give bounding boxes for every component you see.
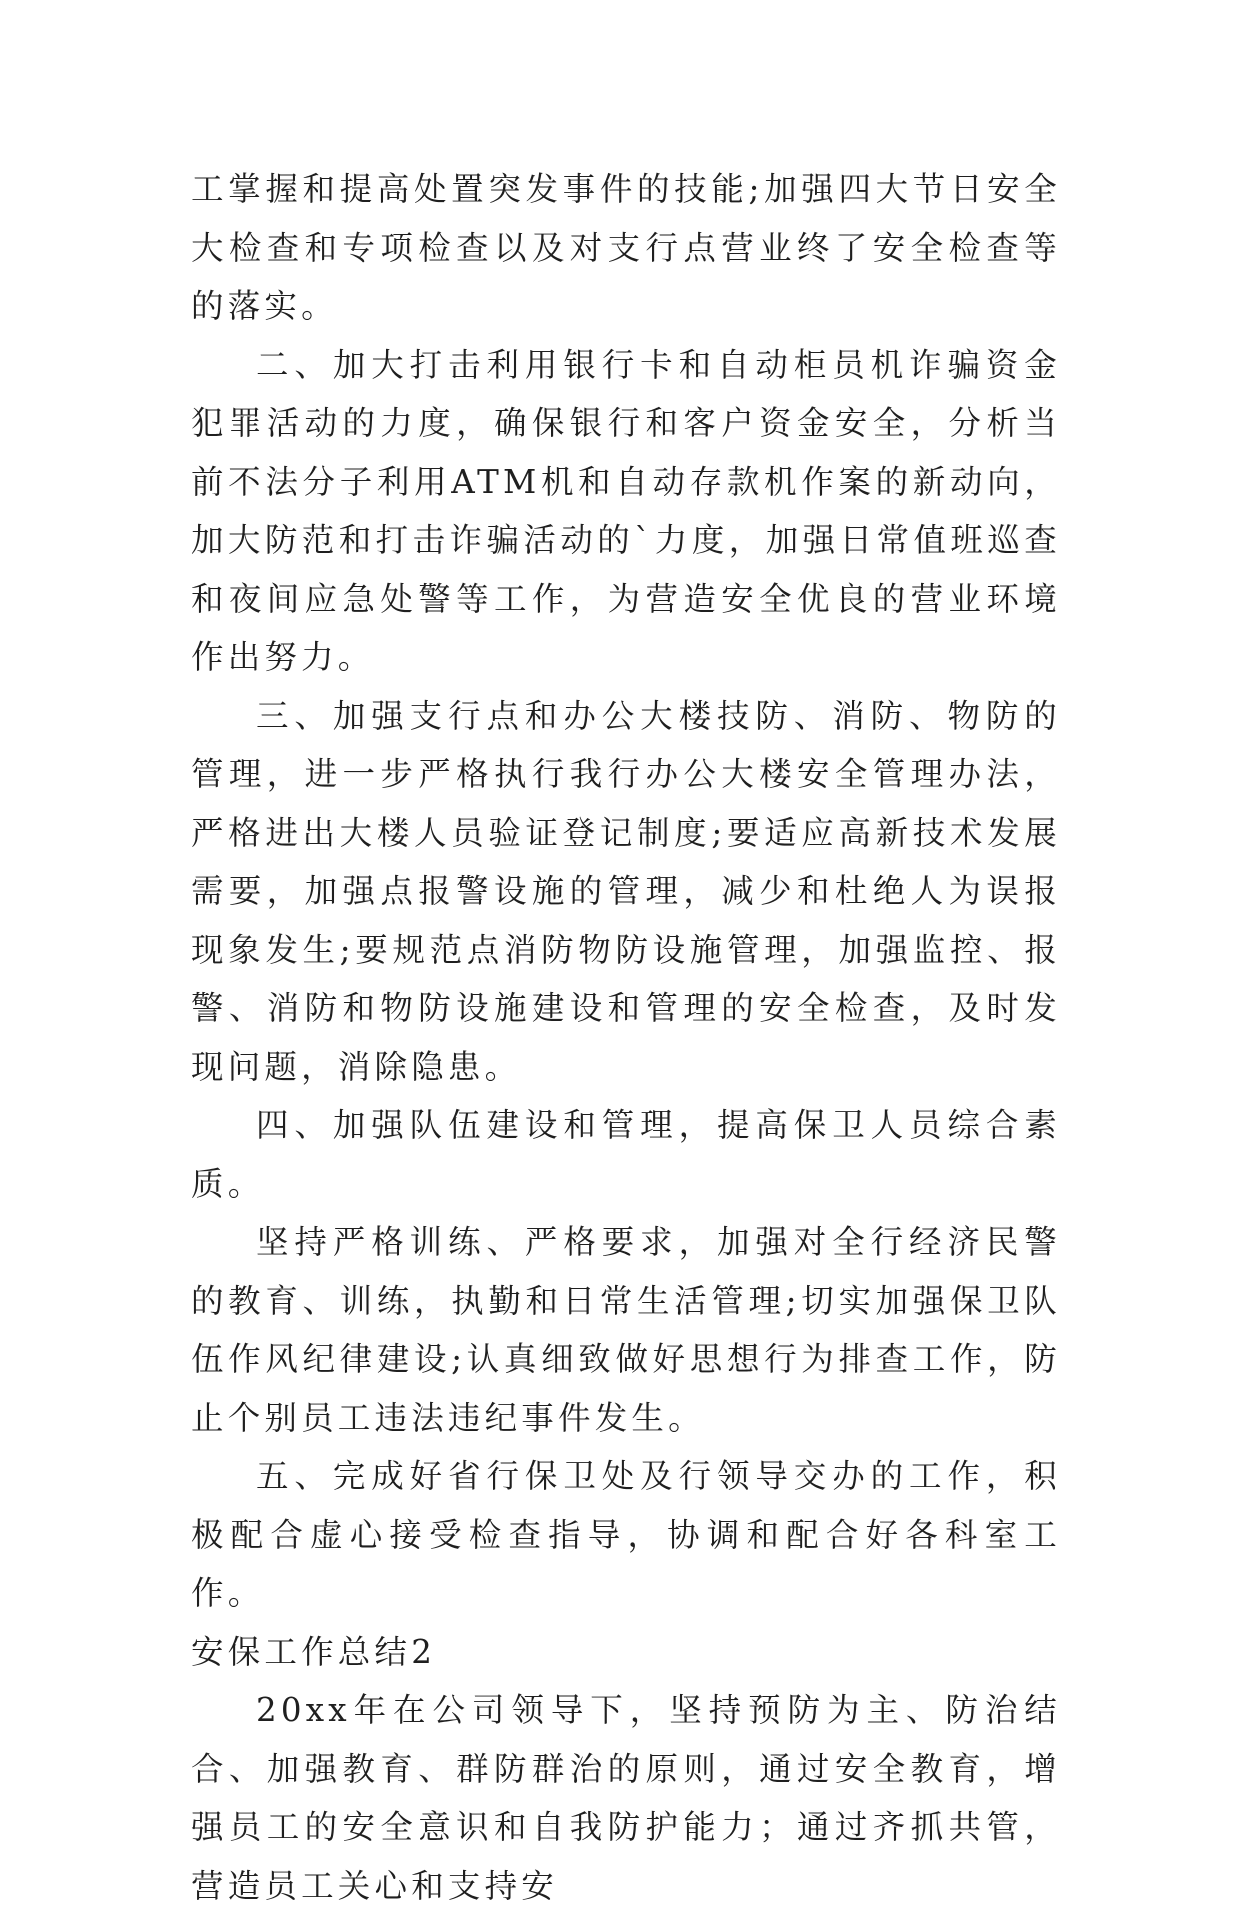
section-heading: 安保工作总结2 bbox=[191, 1632, 437, 1671]
paragraph-continuation: 工掌握和提高处置突发事件的技能;加强四大节日安全大检查和专项检查以及对支行点营业终了安全检查等的落实。 bbox=[191, 170, 1061, 325]
paragraph-item-5: 五、完成好省行保卫处及行领导交办的工作，积极配合虚心接受检查指导，协调和配合好各科室工作。 bbox=[191, 1457, 1061, 1612]
paragraph-item-3: 三、加强支行点和办公大楼技防、消防、物防的管理，进一步严格执行我行办公大楼安全管理办法，严格进出大楼人员验证登记制度;要适应高新技术发展需要，加强点报警设施的管理，减少和杜绝人为误报现象发生;要规范点消防物防设施管理，加强监控、报警、消防和物防设施建设和管理的安全检查，及时发现问题，消除隐患。 bbox=[191, 696, 1061, 1086]
paragraph-item-4-detail: 坚持严格训练、严格要求，加强对全行经济民警的教育、训练，执勤和日常生活管理;切实加强保卫队伍作风纪律建设;认真细致做好思想行为排查工作，防止个别员工违法违纪事件发生。 bbox=[191, 1223, 1061, 1437]
paragraph-item-4: 四、加强队伍建设和管理，提高保卫人员综合素质。 bbox=[191, 1106, 1061, 1203]
document-body bbox=[191, 160, 1061, 1915]
paragraph-item-2: 二、加大打击利用银行卡和自动柜员机诈骗资金犯罪活动的力度，确保银行和客户资金安全，分析当前不法分子利用ATM机和自动存款机作案的新动向，加大防范和打击诈骗活动的`力度，加强日常值班巡查和夜间应急处警等工作，为营造安全优良的营业环境作出努力。 bbox=[191, 345, 1061, 676]
paragraph-summary-intro: 20xx年在公司领导下，坚持预防为主、防治结合、加强教育、群防群治的原则，通过安全教育，增强员工的安全意识和自我防护能力；通过齐抓共管，营造员工关心和支持安 bbox=[191, 1691, 1061, 1905]
